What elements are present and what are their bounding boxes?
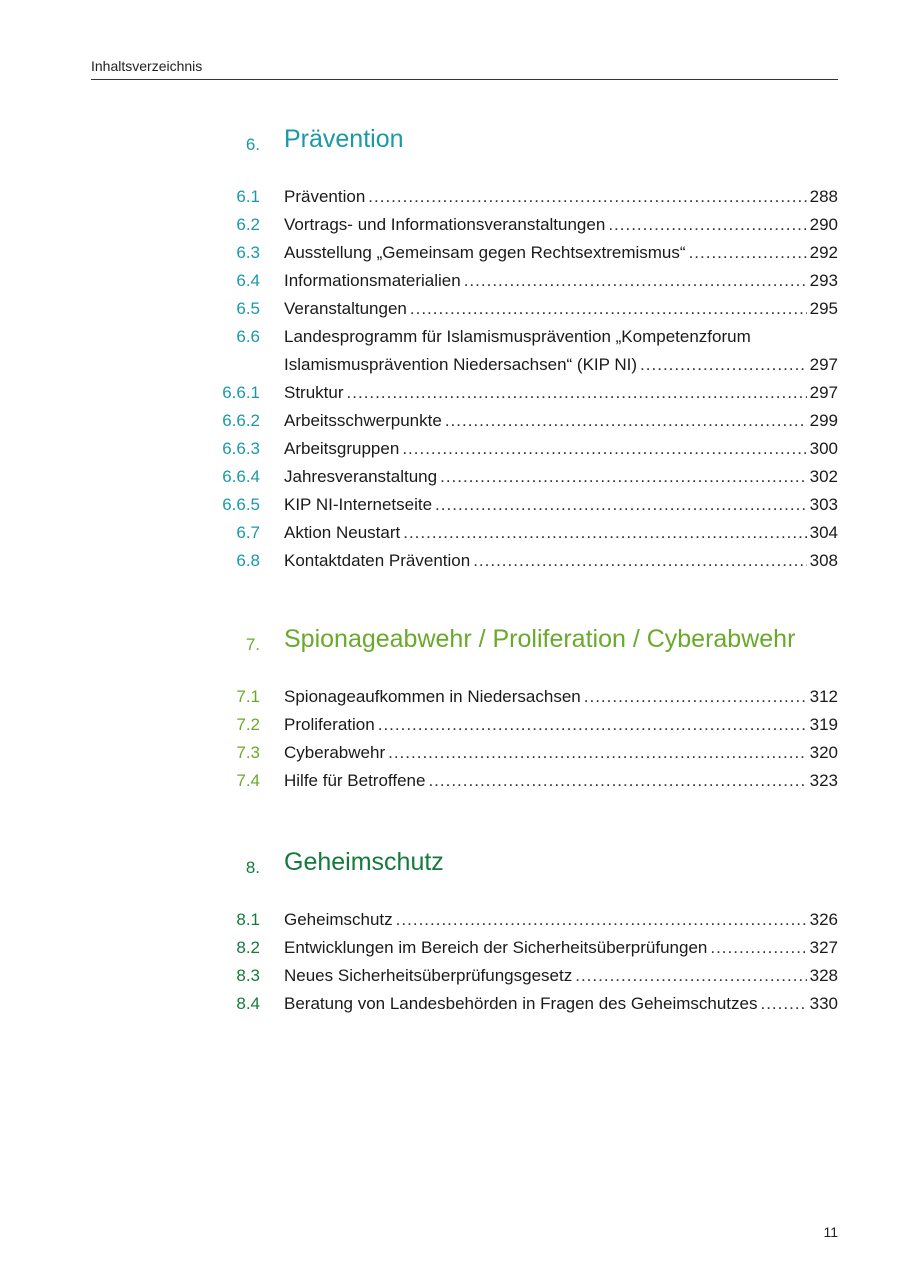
entry-page: 288 <box>809 187 838 206</box>
entry-page: 330 <box>809 994 838 1013</box>
entry-number: 6.6 <box>236 327 260 346</box>
leader-dots <box>388 739 807 767</box>
leader-dots <box>368 183 806 211</box>
entry-number: 8.2 <box>236 938 260 957</box>
entry-number: 7.2 <box>236 715 260 734</box>
toc-section-6 <box>0 125 900 575</box>
entry-number: 6.3 <box>236 243 260 262</box>
entry-number: 6.2 <box>236 215 260 234</box>
entry-number: 8.1 <box>236 910 260 929</box>
toc-entry[interactable] <box>0 990 900 1018</box>
toc-entry[interactable] <box>0 711 900 739</box>
toc-entry[interactable] <box>0 211 900 239</box>
toc-entry[interactable] <box>0 407 900 435</box>
toc-entry[interactable] <box>0 267 900 295</box>
entry-page: 328 <box>809 966 838 985</box>
toc-section-8 <box>0 848 900 1018</box>
entry-label: Spionageaufkommen in Niedersachsen <box>284 687 581 706</box>
toc-entry[interactable] <box>0 491 900 519</box>
leader-dots <box>640 351 807 379</box>
entry-label: Hilfe für Betroffene <box>284 771 426 790</box>
entry-label: Proliferation <box>284 715 375 734</box>
entry-label-line1: Landesprogramm für Islamismusprävention „Kompetenzforum <box>284 327 751 346</box>
toc-entry[interactable] <box>0 547 900 575</box>
entry-page: 292 <box>809 243 838 262</box>
entry-label: Arbeitsschwerpunkte <box>284 411 442 430</box>
entry-number: 6.6.3 <box>222 439 260 458</box>
entry-label: Prävention <box>284 187 366 206</box>
leader-dots <box>403 519 806 547</box>
toc-entries <box>0 683 900 795</box>
entry-label: Veranstaltungen <box>284 299 407 318</box>
entry-page: 323 <box>809 771 838 790</box>
entry-label: Ausstellung „Gemeinsam gegen Rechtsextremismus“ <box>284 243 686 262</box>
entry-label: Vortrags- und Informationsveranstaltungen <box>284 215 606 234</box>
toc-entry[interactable] <box>0 435 900 463</box>
entry-label: Struktur <box>284 383 344 402</box>
toc-entry[interactable] <box>0 463 900 491</box>
toc-entry[interactable] <box>0 934 900 962</box>
entry-number: 7.1 <box>236 687 260 706</box>
entry-number: 6.6.2 <box>222 411 260 430</box>
entry-page: 320 <box>809 743 838 762</box>
entry-label: Informationsmaterialien <box>284 271 461 290</box>
leader-dots <box>445 407 807 435</box>
toc-entry[interactable] <box>0 739 900 767</box>
section-number: 7. <box>245 635 260 654</box>
entry-page: 290 <box>809 215 838 234</box>
leader-dots <box>473 547 806 575</box>
entry-label: KIP NI-Internetseite <box>284 495 433 514</box>
entry-number: 7.3 <box>236 743 260 762</box>
leader-dots <box>396 906 807 934</box>
entry-label: Kontaktdaten Prävention <box>284 551 471 570</box>
leader-dots <box>760 990 806 1018</box>
entry-number: 6.1 <box>236 187 260 206</box>
entry-number: 6.5 <box>236 299 260 318</box>
section-heading[interactable] <box>0 625 900 665</box>
entry-number: 8.3 <box>236 966 260 985</box>
entry-label: Cyberabwehr <box>284 743 386 762</box>
entry-page: 326 <box>809 910 838 929</box>
leader-dots <box>435 491 807 519</box>
toc-entry[interactable] <box>0 183 900 211</box>
entry-label: Aktion Neustart <box>284 523 401 542</box>
running-header: Inhaltsverzeichnis <box>91 58 838 80</box>
entry-label: Jahresveranstaltung <box>284 467 438 486</box>
entry-page: 327 <box>809 938 838 957</box>
toc-entry[interactable] <box>0 323 900 379</box>
entry-page: 297 <box>809 383 838 402</box>
entry-label: Entwicklungen im Bereich der Sicherheitsüberprüfungen <box>284 938 708 957</box>
toc-entry[interactable] <box>0 379 900 407</box>
entry-number: 6.8 <box>236 551 260 570</box>
leader-dots <box>402 435 806 463</box>
entry-page: 295 <box>809 299 838 318</box>
leader-dots <box>410 295 807 323</box>
entry-number: 8.4 <box>236 994 260 1013</box>
leader-dots <box>689 239 807 267</box>
toc-entries <box>0 906 900 1018</box>
entry-label: Beratung von Landesbehörden in Fragen des Geheimschutzes <box>284 994 758 1013</box>
entry-number: 6.6.4 <box>222 467 260 486</box>
leader-dots <box>584 683 807 711</box>
entry-label: Geheimschutz <box>284 910 393 929</box>
entry-page: 293 <box>809 271 838 290</box>
entry-page: 297 <box>809 355 838 374</box>
leader-dots <box>710 934 806 962</box>
toc-entries <box>0 183 900 575</box>
entry-label: Neues Sicherheitsüberprüfungsgesetz <box>284 966 573 985</box>
toc-entry[interactable] <box>0 519 900 547</box>
leader-dots <box>347 379 807 407</box>
entry-number: 6.4 <box>236 271 260 290</box>
entry-label: Arbeitsgruppen <box>284 439 400 458</box>
leader-dots <box>440 463 807 491</box>
toc-entry[interactable] <box>0 962 900 990</box>
entry-number: 6.7 <box>236 523 260 542</box>
section-heading[interactable] <box>0 125 900 165</box>
toc-entry[interactable] <box>0 683 900 711</box>
toc-entry[interactable] <box>0 239 900 267</box>
entry-page: 303 <box>809 495 838 514</box>
toc-entry[interactable] <box>0 906 900 934</box>
entry-page: 312 <box>809 687 838 706</box>
entry-page: 319 <box>809 715 838 734</box>
toc-section-7 <box>0 625 900 795</box>
section-title: Spionageabwehr / Proliferation / Cyberabwehr <box>284 625 796 653</box>
leader-dots <box>575 962 806 990</box>
section-number: 6. <box>245 135 260 154</box>
entry-page: 302 <box>809 467 838 486</box>
leader-dots <box>428 767 806 795</box>
entry-page: 299 <box>809 411 838 430</box>
entry-page: 308 <box>809 551 838 570</box>
leader-dots <box>378 711 807 739</box>
entry-number: 6.6.5 <box>222 495 260 514</box>
toc-entry[interactable] <box>0 767 900 795</box>
entry-page: 304 <box>809 523 838 542</box>
leader-dots <box>464 267 807 295</box>
entry-label: Islamismusprävention Niedersachsen“ (KIP NI) <box>284 355 638 374</box>
toc-entry[interactable] <box>0 295 900 323</box>
entry-page: 300 <box>809 439 838 458</box>
section-heading[interactable] <box>0 848 900 888</box>
leader-dots <box>608 211 806 239</box>
section-number: 8. <box>245 858 260 877</box>
section-title: Geheimschutz <box>284 848 444 876</box>
entry-number: 6.6.1 <box>222 383 260 402</box>
entry-number: 7.4 <box>236 771 260 790</box>
section-title: Prävention <box>284 125 404 153</box>
page-number: 11 <box>823 1224 838 1240</box>
